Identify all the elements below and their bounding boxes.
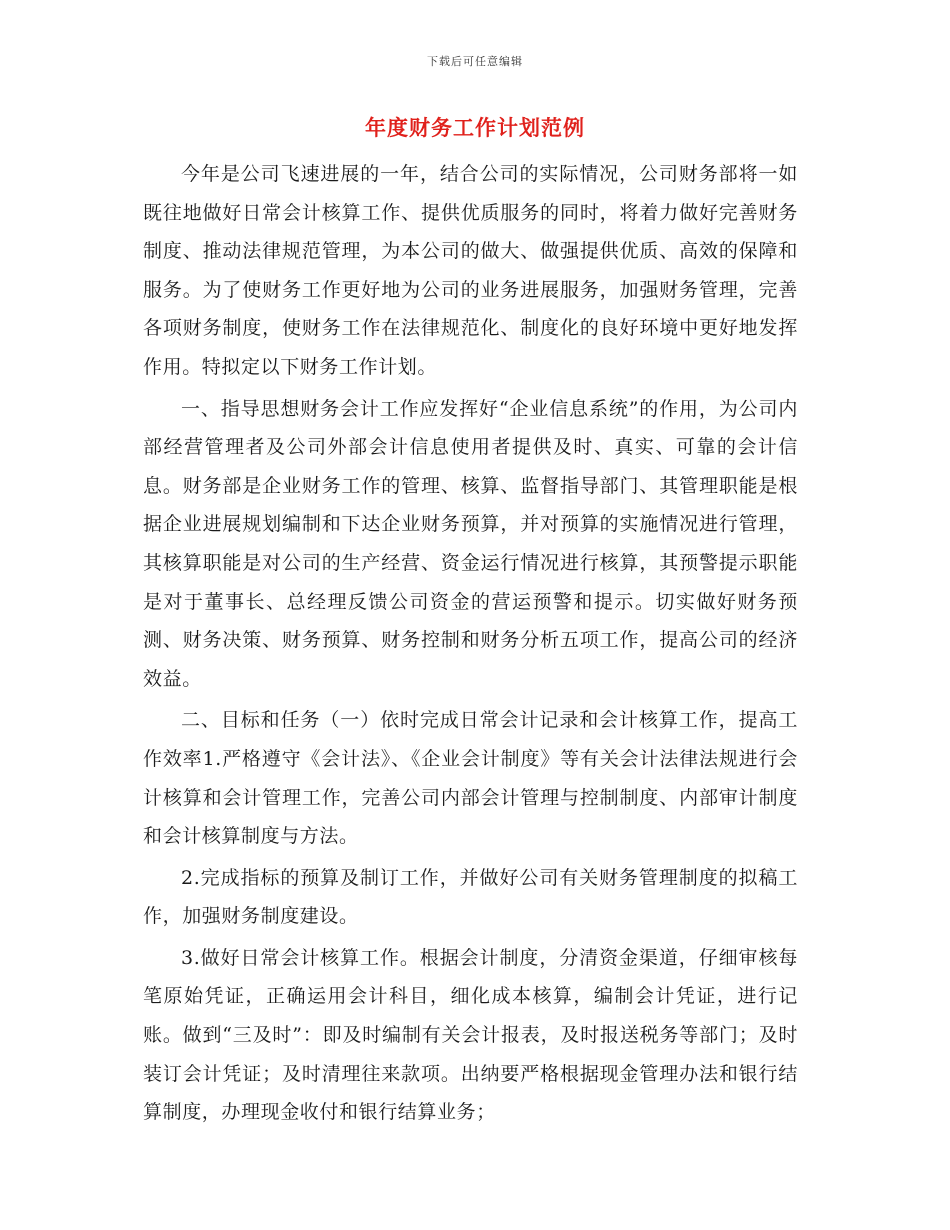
- paragraph-item-3: 3.做好日常会计核算工作。根据会计制度，分清资金渠道，仔细审核每笔原始凭证，正确运用会计科目，细化成本核算，编制会计凭证，进行记账。做到“三及时”：即及时编制有关会计报表，及时报送税务等部门；及时装订会计凭证；及时清理往来款项。出纳要严格根据现金管理办法和银行结算制度，办理现金收付和银行结算业务；: [143, 946, 798, 1124]
- paragraph-guiding-ideology: 一、指导思想财务会计工作应发挥好“企业信息系统”的作用，为公司内部经营管理者及公司外部会计信息使用者提供及时、真实、可靠的会计信息。财务部是企业财务工作的管理、核算、监督指导部门、其管理职能是根据企业进展规划编制和下达企业财务预算，并对预算的实施情况进行管理，其核算职能是对公司的生产经营、资金运行情况进行核算，其预警提示职能是对于董事长、总经理反馈公司资金的营运预警和提示。切实做好财务预测、财务决策、财务预算、财务控制和财务分析五项工作，提高公司的经济效益。: [143, 397, 798, 690]
- document-body: [143, 155, 798, 1135]
- paragraph-item-2: 2.完成指标的预算及制订工作，并做好公司有关财务管理制度的拟稿工作，加强财务制度建设。: [143, 866, 798, 928]
- paragraph-intro: 今年是公司飞速进展的一年，结合公司的实际情况，公司财务部将一如既往地做好日常会计核算工作、提供优质服务的同时，将着力做好完善财务制度、推动法律规范管理，为本公司的做大、做强提供优质、高效的保障和服务。为了使财务工作更好地为公司的业务进展服务，加强财务管理，完善各项财务制度，使财务工作在法律规范化、制度化的良好环境中更好地发挥作用。特拟定以下财务工作计划。: [143, 163, 798, 378]
- header-note: 下载后可任意编辑: [427, 55, 523, 68]
- document-title: 年度财务工作计划范例: [365, 115, 585, 140]
- paragraph-goals-tasks: 二、目标和任务（一）依时完成日常会计记录和会计核算工作，提高工作效率1.严格遵守《会计法》、《企业会计制度》等有关会计法律法规进行会计核算和会计管理工作，完善公司内部会计管理与控制制度、内部审计制度和会计核算制度与方法。: [143, 709, 798, 848]
